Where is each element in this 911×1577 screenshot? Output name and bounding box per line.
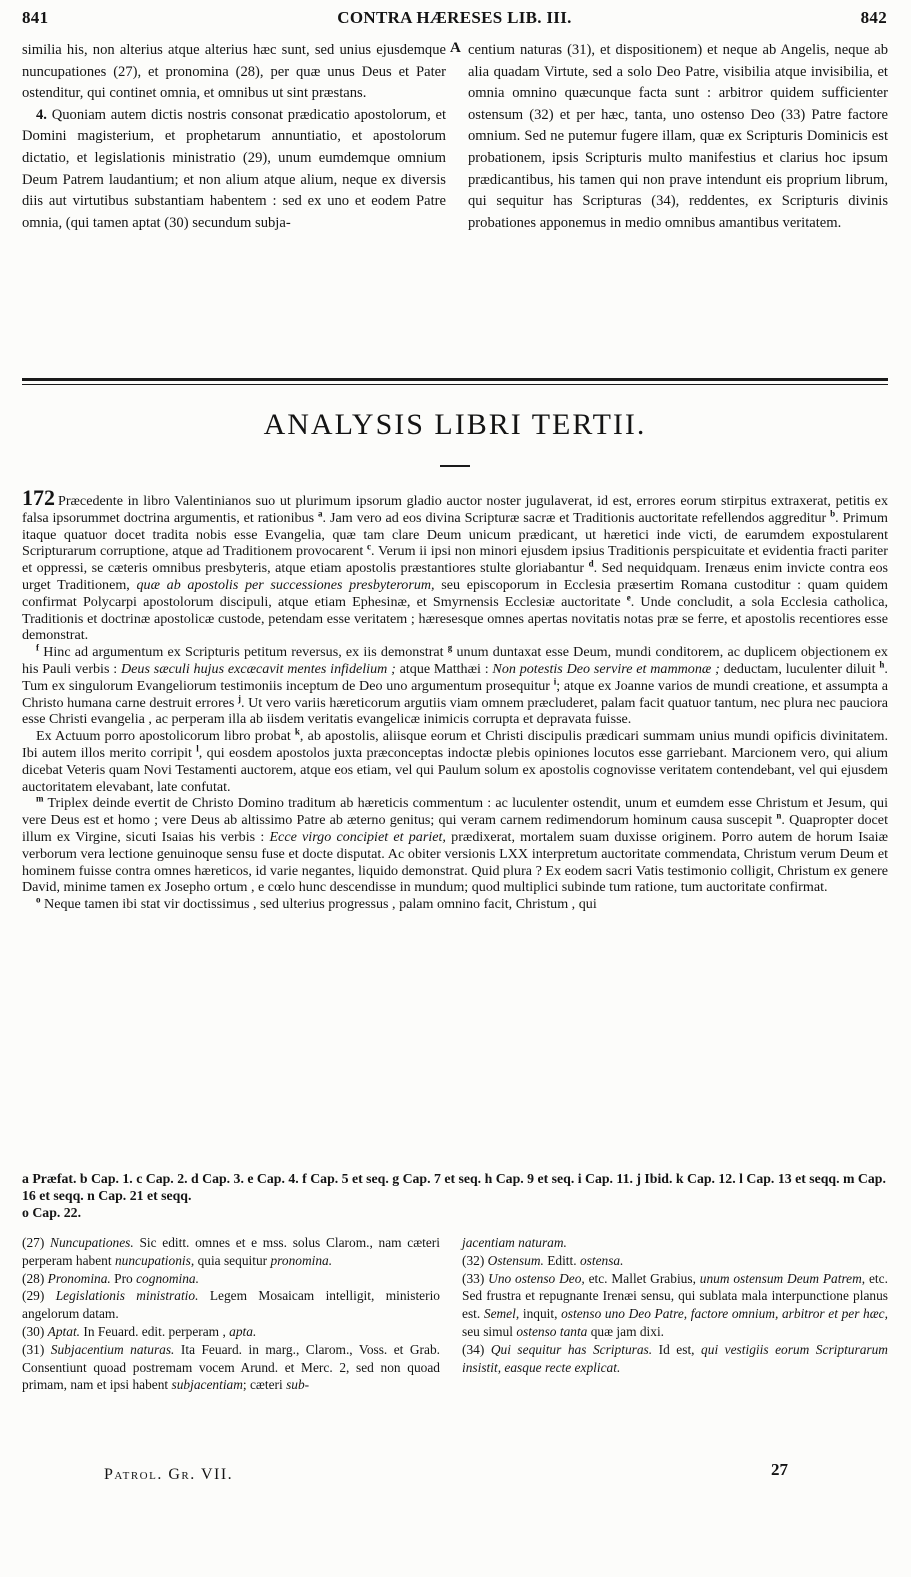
text: . Quapropter docet illum ex Virgine, sicuti Isaias his verbis : — [22, 812, 888, 845]
text: Id est, — [658, 1341, 695, 1357]
text: Hinc ad argumentum ex Scripturis petitum reversus, ex iis demonstrat — [43, 644, 444, 661]
paragraph — [22, 105, 446, 235]
italic-text: Uno ostenso Deo, — [488, 1270, 585, 1286]
footnote-ref: b — [830, 508, 836, 519]
text: . Jam vero ad eos divina Scripturæ sacræ et Traditionis auctoritate refellendos aggreditur — [322, 509, 827, 526]
divider-rule — [22, 378, 888, 381]
text: etc. Mallet Grabius, — [588, 1270, 696, 1286]
note-number: (34) — [462, 1341, 485, 1357]
text: . Tum ex singulorum Evangeliorum testimoniis inceptum de Deo uno argumentum prosequitur — [22, 660, 888, 694]
note-number: (31) — [22, 1341, 45, 1357]
text: Pro — [114, 1270, 133, 1286]
footnote-ref: k — [294, 726, 300, 737]
italic-text: Subjacentium naturas. — [50, 1341, 175, 1357]
italic-text: ostenso tanta — [516, 1323, 588, 1339]
analysis-paragraph — [22, 485, 889, 644]
text: inquit, — [522, 1306, 558, 1322]
text-columns — [22, 40, 888, 360]
text: Triplex deinde evertit de Christo Domino traditum ab hæreticis commentum : ac luculenter ostendit, unum et eumdem esse Christum et Jesum, qui vere Deus est et homo ; vere Deus ab altissimo Patre ab æterno genitus; qui veram carnem redimendorum hominum causa suscepit — [22, 795, 888, 829]
text: ; atque ex Joanne varios de mundi creatione, et assumpta a Christo humana carne destruit errores — [22, 677, 889, 711]
italic-text: Ecce virgo concipiet et pariet, — [269, 828, 446, 845]
footnote — [462, 1341, 888, 1377]
title-dash — [440, 465, 470, 467]
divider-rule-thin — [22, 384, 888, 385]
text: prædixerat, mortalem suam duxisse originem. Porro autem de horum Isaiæ verborum vera lectione genuinoque sensu fuse et docte disputat. Ac obiter versionis LXX interpretum auctoritate commendata, Christum verum Deum et hominem fuisse contra omnes hæreticos, id varie negantes, liquido demonstrat. Quid plura ? Ex eodem sacri Vatis testimonio colligit, Christum ex genere David, minime tamen ex Josepho ortum , e cœlo hunc descendisse in mundum; quod multiplici subinde tum ratione, tum auctoritate confirmat. — [22, 828, 888, 896]
italic-text: cognomina. — [136, 1270, 199, 1286]
paragraph-number: 172 — [22, 485, 55, 510]
text: . Unde concludit, a sola Ecclesia catholica, Traditionis et doctrinæ apostolicæ custode, petendam esse veritatem ; hæresesque omnes apertas novitatis notas præ se ferre, et apostolis recentiores esse demonstrat. — [22, 593, 889, 644]
italic-text: Aptat. — [47, 1323, 81, 1339]
paragraph-text: Quoniam autem dictis nostris consonat prædicatio apostolorum, et Domini magisterium, et prophetarum annuntiatio, et apostolorum dictatio, et legislationis ministratio (29), unum eumdemque omnium Deum Patrem laudantium; et non alium atque alium, neque ex diversis diis aut virtutibus substantiam habentem : sed ex uno et eodem Patre omnia, (qui tamen aptat (30) secundum subja- — [22, 106, 447, 231]
italic-text: apta. — [229, 1323, 257, 1339]
text: Editt. — [547, 1252, 577, 1268]
chapter-references — [22, 1170, 888, 1222]
text: seu episcoporum in Ecclesia præsertim Romana custoditur : quam quidem confirmat Polycarpi apostolorum discipuli, atque etiam Ephesinæ, et Smyrnensis Ecclesiæ auctoritate — [22, 576, 888, 610]
reference-line: a Præfat. b Cap. 1. c Cap. 2. d Cap. 3. e Cap. 4. f Cap. 5 et seq. g Cap. 7 et seq. h Cap. 9 et seq. i Cap. 11. j Ibid. k Cap. 12. l Cap. 13 et seqq. m Cap. 16 et seqq. n Cap. 21 et seqq. — [22, 1171, 886, 1204]
footnote-ref: i — [553, 676, 557, 687]
footnote — [22, 1323, 440, 1341]
footnote — [22, 1234, 440, 1270]
column-marker: A — [450, 40, 461, 56]
footnote — [462, 1252, 888, 1270]
reference-line: o Cap. 22. — [22, 1205, 82, 1221]
text: unum duntaxat esse Deum, mundi conditorem, ac duplicem objectionem ex his Pauli verbis : — [22, 644, 888, 677]
italic-text: jacentiam naturam. — [462, 1235, 567, 1250]
text: ; cæteri — [242, 1377, 283, 1393]
note-number: (27) — [22, 1235, 45, 1250]
text: , ab apostolis, aliisque eorum et Christi discipulis prædicari summam unius mundi opificis divinitatem. Ibi autem illos merito corripit — [22, 728, 888, 761]
note-number: (30) — [22, 1323, 45, 1339]
footnote-ref: d — [588, 558, 594, 569]
footnote — [462, 1270, 888, 1341]
footnote-ref: m — [36, 793, 44, 804]
footnote-ref: h — [879, 659, 885, 670]
note-number: (28) — [22, 1270, 45, 1286]
text: deductam, luculenter diluit — [723, 660, 876, 677]
text: . Primum itaque quatuor docet tradita nobis esse Evangelia, quæ tam clare Deum unicum prædicant, ut hæretici inde victi, de earumdem expostularent Scripturarum corruptione, atque ad Traditionem provocarent — [22, 509, 889, 560]
footnote-ref: c — [367, 541, 372, 552]
text: . Verum ii ipsi non minori ejusdem ipsius Traditionis perspicuitate et evidentia fracti pariter et oppressi, se cæteris omnibus presbyteris, atque etiam apostolis præstantiores stulte gloriabantur — [22, 543, 888, 577]
italic-text: sub- — [286, 1377, 310, 1393]
italic-text: qui vestigiis eorum Scripturarum insistit, easque recte explicat. — [462, 1341, 888, 1375]
signature-mark: Patrol. Gr. VII. — [104, 1466, 234, 1483]
italic-text: Pronomina. — [47, 1270, 111, 1286]
footnote-ref: n — [776, 810, 782, 821]
text: . Ut vero variis hæreticorum argutiis viam omnem præcluderet, palam facit quatuor tantum, nec plura nec pauciora esse Christi evangelia , ac perperam illa ab iisdem veritatis evangelicæ inimicis corrupta et depravata fuisse. — [22, 694, 888, 728]
footnote-ref: l — [196, 743, 199, 754]
text: Sic editt. omnes et e mss. solus Clarom., nam cæteri perperam habent — [22, 1235, 440, 1268]
analysis-paragraph — [22, 644, 888, 728]
italic-text: nuncupationis, — [114, 1252, 195, 1268]
footnote-ref: a — [318, 508, 323, 519]
footnote — [462, 1234, 888, 1252]
footnote — [22, 1270, 440, 1288]
page-number-right: 842 — [860, 8, 887, 27]
text: seu simul — [462, 1323, 513, 1339]
footnote-ref: o — [36, 894, 41, 905]
italic-text: quæ ab apostolis per successiones presbyterorum, — [136, 576, 435, 593]
italic-text: Qui sequitur has Scripturas. — [490, 1341, 653, 1357]
footnote-ref: e — [626, 592, 631, 603]
note-number: (33) — [462, 1270, 485, 1286]
italic-text: Ostensum. — [487, 1252, 544, 1268]
italic-text: Non potestis Deo servire et mammonæ ; — [492, 660, 720, 677]
text: atque Matthæi : — [399, 660, 489, 677]
page-number-left: 841 — [22, 8, 49, 27]
text: , etc. Sed frustra et repugnante Irenæi sensu, qui sublata mala interpunctione planus est. — [462, 1270, 888, 1322]
running-head — [22, 8, 887, 36]
italic-text: Legislationis ministratio. — [55, 1288, 199, 1304]
gathering-number: 27 — [771, 1460, 788, 1479]
running-title: CONTRA HÆRESES LIB. III. — [337, 8, 572, 27]
footnote — [22, 1341, 440, 1394]
italic-text: pronomina. — [270, 1252, 333, 1268]
footnotes-left — [22, 1234, 440, 1394]
page-footer — [22, 1460, 888, 1492]
text: Ex Actuum porro apostolicorum libro probat — [36, 728, 291, 745]
italic-text: ostenso uno Deo Patre, factore omnium, arbitror et per hæc, — [561, 1306, 888, 1322]
footnotes-right — [462, 1234, 888, 1376]
paragraph: centium naturas (31), et dispositionem) et neque ab Angelis, neque ab alia quadam Virtute, sed a solo Deo Patre, visibilia atque invisibilia, et omnia omnino quæcunque facta sunt : arbitror quidem sufficienter ostensum (32) et per hæc, tanta, uno ostenso Deo (33) Patre factore omnium. Sed ne putemur fugere illam, quæ ex Scripturis Dominicis est probationem, ipsis Scripturis multo manifestius et clarius hoc ipsum prædicantibus, his tamen qui non prave intendunt eis proprium librum, qui sequitur has Scripturas (34), reddentes, ex Scripturis divinis probationes apponemus in medio omnibus amantibus veritatem. — [468, 42, 888, 231]
note-number: (29) — [22, 1288, 45, 1304]
paragraph: similia his, non alterius atque alterius hæc sunt, sed unius ejusdemque nuncupationes (27), et pronomina (28), per quæ unus Deus et Pater ostenditur, qui continet omnia, et omnibus ut sint præstans. — [22, 42, 446, 102]
text: , qui eosdem apostolos juxta præconceptas indoctæ plebis opiniones locutos esse garriebant. Marcionem vero, qui alium dicebat Veteris quam Novi Testamenti auctorem, atque eos etiam, vel qui Paulum solum ex apostolis cognovisse veritatem contendebant, vel qui ejusdem auctoritatem elevabant, late confutat. — [22, 744, 888, 795]
analysis-paragraph — [22, 728, 888, 795]
text: In Feuard. edit. perperam , — [83, 1323, 226, 1339]
text: . Sed nequidquam. Irenæus enim invicte contra eos urget Traditionem, — [22, 560, 888, 593]
italic-text: Nuncupationes. — [50, 1235, 134, 1250]
italic-text: Deus sæculi hujus excæcavit mentes infidelium ; — [120, 660, 396, 677]
section-title: ANALYSIS LIBRI TERTII. — [263, 408, 647, 441]
footnote-ref: f — [36, 642, 39, 653]
column-right — [468, 40, 888, 234]
analysis-text — [22, 485, 889, 913]
analysis-paragraph — [22, 795, 888, 896]
italic-text: Semel, — [483, 1306, 520, 1322]
footnote — [22, 1287, 440, 1323]
analysis-paragraph — [22, 896, 888, 913]
text: quia sequitur — [197, 1252, 268, 1268]
italic-text: ostensa. — [579, 1252, 624, 1268]
text: Præcedente in libro Valentinianos suo ut plurimum ipsorum gladio auctor noster jugulaverat, id est, errores eorum stirpitus extraxerat, petitis ex falsa ipsorummet doctrina argumentis, et rationibus — [22, 493, 888, 526]
footnote-ref: g — [447, 642, 453, 653]
footnotes — [22, 1234, 888, 1454]
note-number: (32) — [462, 1252, 485, 1268]
text: quæ jam dixi. — [590, 1323, 665, 1339]
italic-text: subjacentiam — [171, 1377, 243, 1393]
column-left — [22, 40, 446, 234]
text: Neque tamen ibi stat vir doctissimus , sed ulterius progressus , palam omnino facit, Christum , qui — [44, 896, 597, 913]
text: Ita Feuard. in marg., Clarom., Voss. et Grab. Consentiunt quoad postremam vocem Arund. et Merc. 2, sed non quoad primam, nam et ipsi habent — [22, 1341, 440, 1393]
section-number: 4. — [36, 106, 47, 123]
italic-text: unum ostensum Deum Patrem — [699, 1270, 862, 1286]
text: Legem Mosaicam intelligit, ministerio angelorum datam. — [22, 1288, 441, 1322]
footnote-ref: j — [238, 692, 241, 703]
